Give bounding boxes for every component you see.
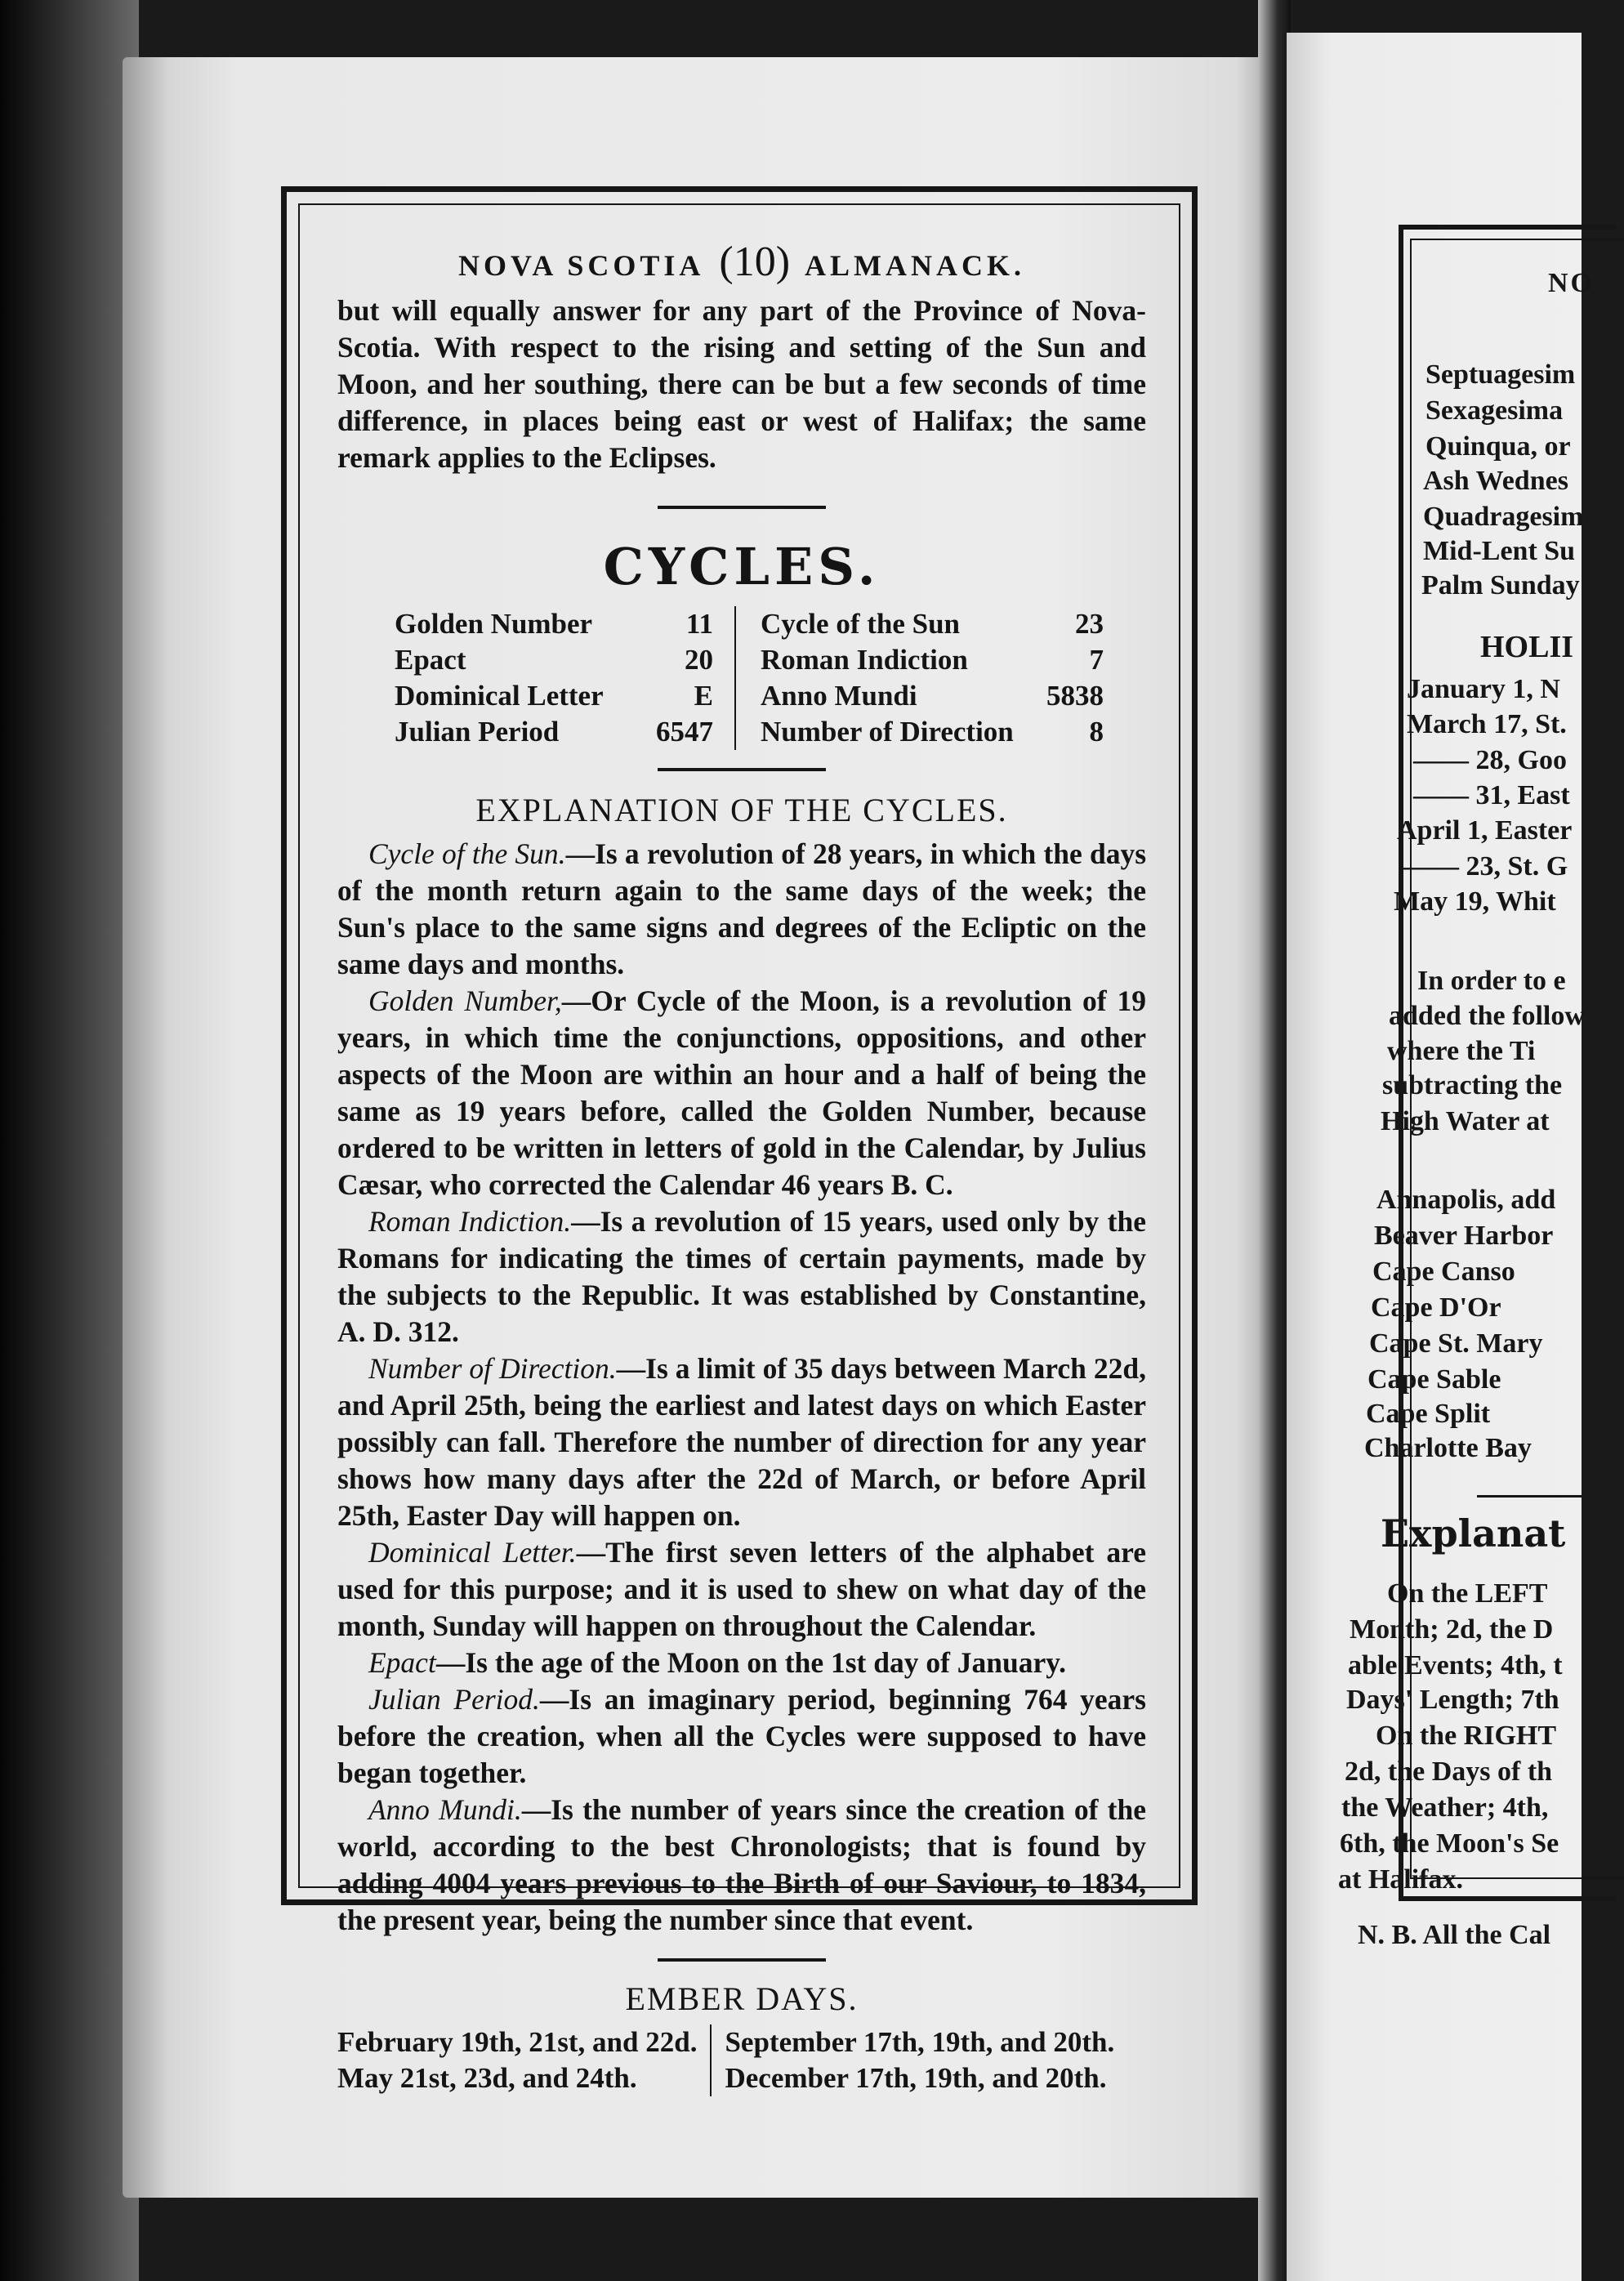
ember-days-title: EMBER DAYS. xyxy=(625,1980,859,2017)
cycle-name: Dominical Letter xyxy=(395,680,604,712)
right-line: On the RIGHT xyxy=(1376,1721,1557,1751)
divider-rule xyxy=(658,506,826,509)
ember-left-column xyxy=(337,2024,697,2096)
right-line: Cape Split xyxy=(1366,1399,1491,1429)
entry-text: —Is a revolution of 15 years, used only by the Romans for indicating the times of certain payments, made by the subjects to the Republic. It was established by Constantine, A. D. 312. xyxy=(337,1205,1146,1348)
explanation-entry xyxy=(337,1534,1146,1645)
cycles-title: CYCLES. xyxy=(603,537,881,596)
right-line: Beaver Harbor xyxy=(1374,1221,1554,1251)
cycle-value: 11 xyxy=(685,608,713,640)
right-divider-rule xyxy=(1477,1495,1582,1498)
right-page-text-clip xyxy=(1291,0,1595,2281)
right-line: Charlotte Bay xyxy=(1364,1433,1532,1463)
entry-term: Anno Mundi. xyxy=(368,1793,522,1826)
entry-term: Cycle of the Sun. xyxy=(368,837,566,870)
entry-term: Roman Indiction. xyxy=(368,1205,572,1238)
explanation-entry xyxy=(337,1350,1146,1534)
right-line: —— 23, St. G xyxy=(1403,851,1568,882)
right-line: Cape Sable xyxy=(1367,1364,1501,1395)
right-line: January 1, N xyxy=(1407,674,1560,704)
right-section-title: Explanat xyxy=(1381,1511,1566,1556)
cycle-value: 20 xyxy=(685,644,713,676)
cycle-name: Roman Indiction xyxy=(761,644,968,676)
right-line: On the LEFT xyxy=(1387,1578,1548,1609)
right-line: —— 31, East xyxy=(1413,780,1570,810)
right-line: Cape D'Or xyxy=(1371,1292,1501,1323)
right-line: able Events; 4th, t xyxy=(1348,1650,1563,1681)
right-line: Annapolis, add xyxy=(1376,1185,1556,1215)
divider-rule xyxy=(658,768,826,771)
page-number: (10) xyxy=(719,239,791,285)
intro-paragraph: but will equally answer for any part of the Province of Nova-Scotia. With respect to the rising and setting of the Sun and Moon, and her southing, there can be but a few seconds of time difference, in places being east or west of Halifax; the same remark applies to the Eclipses. xyxy=(337,294,1146,474)
explanation-entry xyxy=(337,1645,1146,1681)
header-left: NOVA SCOTIA xyxy=(457,249,705,282)
column-separator xyxy=(734,606,736,750)
right-line: Palm Sunday xyxy=(1421,570,1580,600)
column-separator xyxy=(710,2024,712,2096)
cycle-name: Golden Number xyxy=(395,608,593,640)
right-line: Septuagesim xyxy=(1425,359,1576,390)
explanation-entry xyxy=(337,983,1146,1203)
right-section-title: HOLII xyxy=(1480,630,1574,664)
cycle-value: 8 xyxy=(1089,716,1104,748)
cycles-table xyxy=(337,606,1146,750)
right-line: May 19, Whit xyxy=(1394,886,1556,917)
explanation-entry xyxy=(337,1792,1146,1939)
right-line: Ash Wednes xyxy=(1423,466,1568,496)
cycle-name: Number of Direction xyxy=(761,716,1014,748)
page-border-inner xyxy=(298,203,1180,2094)
book-gutter xyxy=(1258,0,1291,2281)
entry-text: —The first seven letters of the alphabet are used for this purpose; and it is used to shew on what day of the month, Sunday will happen on throughout the Calendar. xyxy=(337,1536,1147,1642)
entry-text: —Is an imaginary period, beginning 764 years before the creation, when all the Cycles were supposed to have began together. xyxy=(337,1683,1146,1789)
ember-days-table xyxy=(337,2024,1146,2096)
entry-term: Julian Period. xyxy=(368,1683,540,1716)
explanation-entry xyxy=(337,1681,1146,1792)
right-line: Mid-Lent Su xyxy=(1423,536,1576,566)
right-line: Cape St. Mary xyxy=(1369,1328,1543,1359)
cycle-value: 6547 xyxy=(656,716,713,748)
explanation-entry xyxy=(337,836,1146,983)
right-line: Month; 2d, the D xyxy=(1350,1614,1554,1645)
right-line: subtracting the xyxy=(1382,1070,1563,1100)
book-edge xyxy=(0,0,139,2281)
right-line: 6th, the Moon's Se xyxy=(1340,1828,1559,1859)
entry-term: Golden Number, xyxy=(368,984,562,1017)
cycles-right-column xyxy=(761,606,1104,750)
right-line: Sexagesima xyxy=(1425,395,1564,426)
right-page-header: NO xyxy=(1548,268,1595,298)
explanation-title: EXPLANATION OF THE CYCLES. xyxy=(475,792,1008,828)
cycle-name: Anno Mundi xyxy=(761,680,917,712)
right-footnote: N. B. All the Cal xyxy=(1358,1920,1551,1950)
right-line: Cape Canso xyxy=(1372,1257,1515,1287)
cycle-value: 5838 xyxy=(1046,680,1104,712)
right-line: In order to e xyxy=(1417,966,1566,996)
right-line: April 1, Easter xyxy=(1397,815,1573,846)
right-line: at Halifax. xyxy=(1338,1864,1463,1895)
right-line: March 17, St. xyxy=(1407,709,1567,739)
cycle-value: 23 xyxy=(1075,608,1104,640)
divider-rule xyxy=(658,1958,826,1962)
cycle-value: 7 xyxy=(1089,644,1104,676)
cycle-name: Cycle of the Sun xyxy=(761,608,961,640)
right-line: Quadragesim xyxy=(1423,502,1584,532)
running-header xyxy=(337,238,1146,286)
entry-text: —Or Cycle of the Moon, is a revolution of 19 years, in which time the conjunctions, oppositions, and other aspects of the Moon are within an hour and a half of being the same as 19 years before, called the Golden Number, because ordered to be written in letters of gold in the Calendar, by Julius Cæsar, who corrected the Calendar 46 years B. C. xyxy=(337,984,1146,1201)
right-line: Quinqua, or xyxy=(1425,431,1571,462)
right-line: 2d, the Days of th xyxy=(1345,1757,1553,1787)
ember-right-column xyxy=(725,2024,1114,2096)
cycle-name: Julian Period xyxy=(395,716,560,748)
right-line: —— 28, Goo xyxy=(1413,745,1567,775)
entry-term: Dominical Letter. xyxy=(368,1536,577,1569)
right-line: where the Ti xyxy=(1387,1036,1536,1066)
entry-text: —Is a limit of 35 days between March 22d, and April 25th, being the earliest and latest days on which Easter possibly can fall. Therefore the number of direction for any year shows how many days after the 22d of March, or before April 25th, Easter Day will happen on. xyxy=(337,1352,1146,1532)
entry-text: —Is the number of years since the creation of the world, according to the best Chronologists; that is found by adding 4004 years previous to the Birth of our Saviour, to 1834, the present year, being the number since that event. xyxy=(337,1793,1147,1936)
right-line: Days' Length; 7th xyxy=(1346,1685,1559,1715)
cycles-left-column xyxy=(395,606,713,750)
explanation-entry xyxy=(337,1203,1146,1350)
ember-date: February 19th, 21st, and 22d. xyxy=(337,2026,698,2058)
right-line: High Water at xyxy=(1381,1106,1550,1136)
ember-date: September 17th, 19th, and 20th. xyxy=(725,2026,1115,2058)
entry-term: Number of Direction. xyxy=(368,1352,617,1385)
page-content xyxy=(337,238,1146,2096)
entry-text: —Is a revolution of 28 years, in which the days of the month return again to the same days of the week; the Sun's place to the same signs and degrees of the Ecliptic on the same days and months. xyxy=(337,837,1147,980)
right-line: the Weather; 4th, xyxy=(1341,1792,1549,1823)
page-border xyxy=(281,186,1198,2094)
header-right: ALMANACK. xyxy=(805,249,1026,282)
right-line: added the follow xyxy=(1389,1001,1585,1031)
ember-date: May 21st, 23d, and 24th. xyxy=(337,2062,637,2094)
entry-term: Epact xyxy=(368,1646,436,1679)
cycle-value: E xyxy=(694,680,713,712)
ember-date: December 17th, 19th, and 20th. xyxy=(725,2062,1107,2094)
entry-text: —Is the age of the Moon on the 1st day of January. xyxy=(435,1646,1066,1679)
cycle-name: Epact xyxy=(395,644,466,676)
